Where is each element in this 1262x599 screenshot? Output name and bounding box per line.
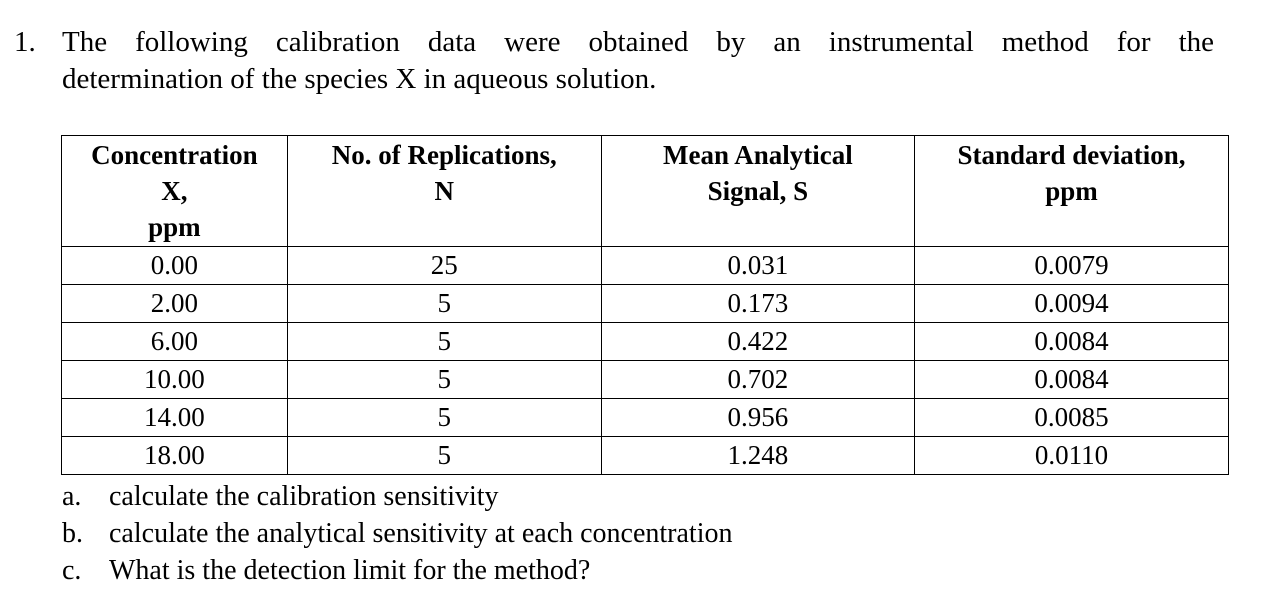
cell-concentration: 18.00 bbox=[62, 437, 288, 475]
table-row bbox=[62, 361, 1229, 399]
subquestion-label: c. bbox=[62, 555, 82, 586]
table-row bbox=[62, 323, 1229, 361]
cell-concentration: 0.00 bbox=[62, 247, 288, 285]
subquestion-c bbox=[62, 552, 733, 589]
cell-concentration: 14.00 bbox=[62, 399, 288, 437]
subquestion-text: What is the detection limit for the method? bbox=[109, 555, 591, 586]
subquestion-label: a. bbox=[62, 481, 82, 512]
cell-std-dev: 0.0094 bbox=[914, 285, 1228, 323]
cell-concentration: 10.00 bbox=[62, 361, 288, 399]
table-row bbox=[62, 399, 1229, 437]
header-concentration: Concentration X, ppm bbox=[62, 136, 288, 247]
table-row bbox=[62, 247, 1229, 285]
header-replications: No. of Replications, N bbox=[287, 136, 601, 247]
subquestion-text: calculate the analytical sensitivity at each concentration bbox=[109, 518, 733, 549]
cell-std-dev: 0.0079 bbox=[914, 247, 1228, 285]
header-standard-deviation: Standard deviation, ppm bbox=[914, 136, 1228, 247]
cell-replications: 5 bbox=[287, 437, 601, 475]
subquestion-text: calculate the calibration sensitivity bbox=[109, 481, 499, 512]
cell-mean-signal: 0.702 bbox=[601, 361, 914, 399]
cell-replications: 5 bbox=[287, 285, 601, 323]
cell-concentration: 2.00 bbox=[62, 285, 288, 323]
subquestion-a bbox=[62, 478, 733, 515]
cell-replications: 5 bbox=[287, 361, 601, 399]
subquestion-label: b. bbox=[62, 518, 83, 549]
question-1 bbox=[14, 24, 1214, 98]
subquestion-b bbox=[62, 515, 733, 552]
header-mean-signal: Mean Analytical Signal, S bbox=[601, 136, 914, 247]
question-text-line1: The following calibration data were obtained by an instrumental method for the bbox=[62, 26, 1214, 58]
cell-mean-signal: 0.031 bbox=[601, 247, 914, 285]
calibration-data-table bbox=[61, 135, 1229, 475]
question-number: 1. bbox=[14, 26, 36, 58]
cell-std-dev: 0.0110 bbox=[914, 437, 1228, 475]
cell-replications: 5 bbox=[287, 323, 601, 361]
cell-std-dev: 0.0084 bbox=[914, 361, 1228, 399]
cell-std-dev: 0.0084 bbox=[914, 323, 1228, 361]
question-text-line2: determination of the species X in aqueous solution. bbox=[62, 63, 657, 95]
cell-std-dev: 0.0085 bbox=[914, 399, 1228, 437]
cell-replications: 25 bbox=[287, 247, 601, 285]
cell-mean-signal: 0.173 bbox=[601, 285, 914, 323]
cell-mean-signal: 0.422 bbox=[601, 323, 914, 361]
cell-concentration: 6.00 bbox=[62, 323, 288, 361]
cell-replications: 5 bbox=[287, 399, 601, 437]
table-header-row bbox=[62, 136, 1229, 247]
table-row bbox=[62, 285, 1229, 323]
cell-mean-signal: 1.248 bbox=[601, 437, 914, 475]
subquestion-list bbox=[62, 478, 733, 589]
cell-mean-signal: 0.956 bbox=[601, 399, 914, 437]
table-row bbox=[62, 437, 1229, 475]
question-first-line bbox=[14, 24, 1214, 61]
